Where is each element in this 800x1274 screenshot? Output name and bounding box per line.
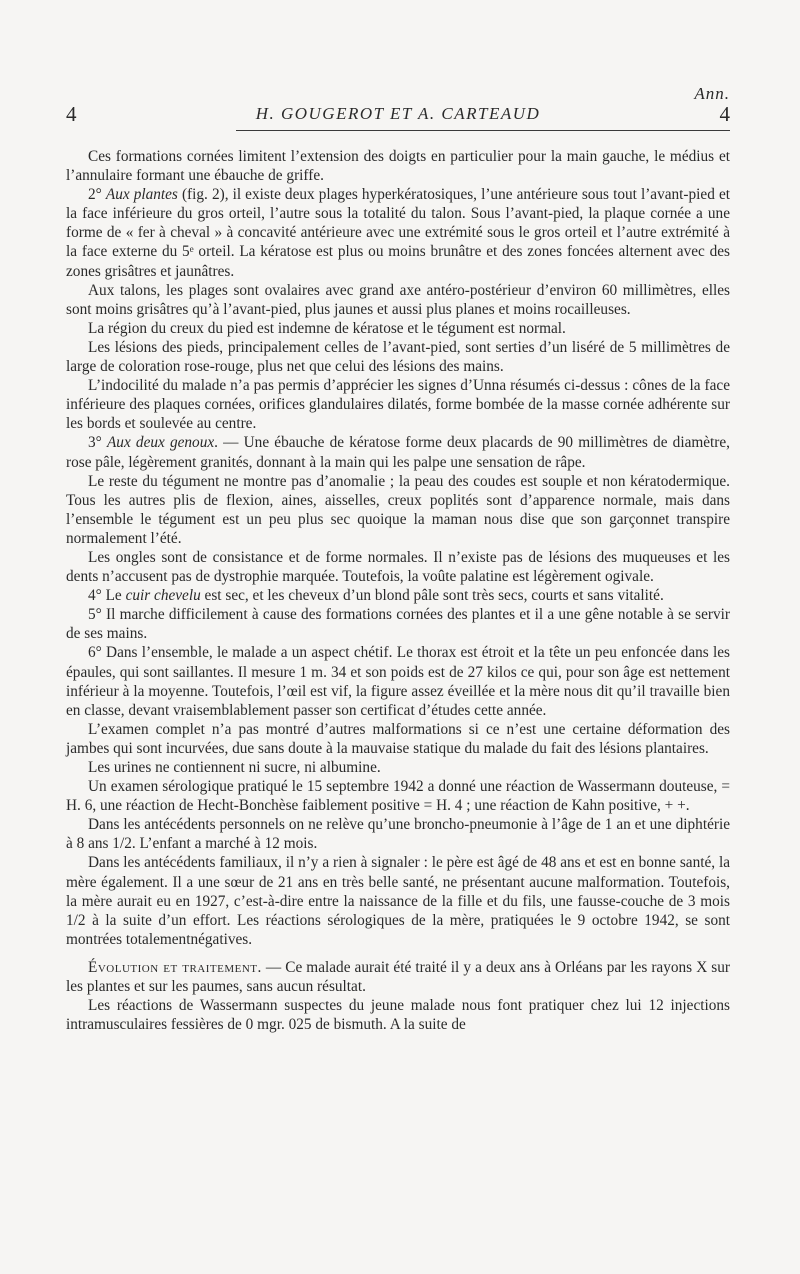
- paragraph-text: Dans les antécédents personnels on ne relève qu’une broncho-pneumonie à l’âge de 1 an et une diphtérie à 8 ans 1/2. L’enfant a marché à 12 mois.: [66, 816, 730, 853]
- paragraph-label: Aux plantes: [105, 186, 178, 204]
- paragraph-text: Aux talons, les plages sont ovalaires avec grand axe antéro-postérieur d’environ 60 millimètres, elles sont moins grisâtres qu’à l’avant-pied, plus jaunes et aussi plus planes et moins rocailleuses.: [66, 281, 730, 318]
- paragraph: [66, 376, 730, 433]
- paragraph: [66, 472, 730, 548]
- running-title: H. GOUGEROT ET A. CARTEAUD: [255, 104, 541, 123]
- handwritten-annotation: Ann.: [694, 84, 730, 103]
- header-rule: [236, 130, 730, 131]
- paragraph-text: Les lésions des pieds, principalement celles de l’avant-pied, sont serties d’un liséré de 5 millimètres de large de coloration rose-rouge, plus net que celui des lésions des mains.: [66, 338, 730, 376]
- paragraph-text: — Ce malade aurait été traité il y a deux ans à Orléans par les rayons X sur les plantes et sur les paumes, sans aucun résultat.: [66, 958, 730, 996]
- paragraph: [66, 815, 730, 853]
- paragraph-label: Aux deux genoux: [106, 434, 215, 452]
- paragraph-text: La région du creux du pied est indemne de kératose et le tégument est normal.: [88, 319, 566, 337]
- paragraph-text: Les réactions de Wassermann suspectes du jeune malade nous font pratiquer chez lui 12 injections intramusculaires fessières de 0 mgr. 025 de bismuth. A la suite de: [66, 997, 730, 1034]
- page-number-annotation: 4: [719, 102, 730, 126]
- paragraph-text: 6° Dans l’ensemble, le malade a un aspect chétif. Le thorax est étroit et la tête un peu enfoncée dans les épaules, qui sont saillantes. Il mesure 1 m. 34 et son poids est de 27 kilos ce qui, pour son âge est nettement inférieur à la moyenne. Toutefois, l’œil est vif, la figure assez éveillée et la mère nous dit qu’il travaille bien en classe, devant vraisemblablement passer son certificat d’études cette année.: [66, 644, 730, 719]
- paragraph: [66, 586, 730, 605]
- paragraph: [66, 853, 730, 948]
- paragraph-text: Le reste du tégument ne montre pas d’anomalie ; la peau des coudes est souple et non kératodermique. Tous les autres plis de flexion, aines, aisselles, creux poplités sont d’apparence normale, mais dans l’ensemble le tégument est un peu plus sec quoique la maman nous dise que son garçonnet transpire normalement l’été.: [66, 472, 730, 547]
- page-header: [66, 100, 730, 128]
- paragraph-lead: 3°: [88, 434, 107, 452]
- paragraph: [66, 319, 730, 338]
- paragraph: [66, 958, 730, 996]
- paragraph-text: Les ongles sont de consistance et de forme normales. Il n’existe pas de lésions des muqueuses et les dents n’accusent pas de dystrophie marquée. Toutefois, la voûte palatine est légèrement ogivale.: [66, 548, 730, 586]
- paragraph: [66, 185, 730, 280]
- paragraph: [66, 605, 730, 643]
- paragraph: [66, 548, 730, 586]
- paragraph-text: L’indocilité du malade n’a pas permis d’apprécier les signes d’Unna résumés ci-dessus : cônes de la face inférieure des plaques cornées, orifices glandulaires dilatés, forme bombée de la masse cornée adhérente sur les bords et soulevée au centre.: [66, 377, 730, 433]
- page-number: 4: [66, 102, 77, 126]
- paragraph-text: Un examen sérologique pratiqué le 15 septembre 1942 a donné une réaction de Wassermann douteuse, = H. 6, une réaction de Hecht-Bonchèse faiblement positive = H. 4 ; une réaction de Kahn positive, + +.: [66, 778, 730, 815]
- paragraph: [66, 758, 730, 777]
- paragraph: [66, 281, 730, 319]
- paragraph: [66, 147, 730, 185]
- paragraph: [66, 720, 730, 758]
- paragraph-label: cuir chevelu: [125, 587, 201, 605]
- paragraph: [66, 338, 730, 376]
- paragraph-text: (fig. 2), il existe deux plages hyperkératosiques, l’une antérieure sous tout l’avant-pied et la face inférieure du gros orteil, l’autre sous la totalité du talon. Sous l’avant-pied, la plaque cornée a une forme de « fer à cheval » à concavité antérieure avec une extrémité sous le gros orteil et l’autre extrémité à la face externe du 5ᵉ orteil. La kératose est plus ou moins brunâtre et des zones foncées alternent avec des zones grisâtres et jaunâtres.: [66, 186, 730, 280]
- body-text: [66, 147, 730, 1034]
- paragraph-lead: 4° Le: [88, 587, 126, 605]
- paragraph-text: est sec, et les cheveux d’un blond pâle sont très secs, courts et sans vitalité.: [200, 587, 664, 605]
- paragraph-text: . — Une ébauche de kératose forme deux placards de 90 millimètres de diamètre, rose pâle, légèrement granités, donnant à la main qui les palpe une sensation de râpe.: [66, 434, 731, 471]
- paragraph: [66, 643, 730, 719]
- paragraph-text: 5° Il marche difficilement à cause des formations cornées des plantes et il a une gêne notable à se servir de ses mains.: [66, 606, 730, 643]
- paragraph: [66, 777, 730, 815]
- paragraph: [66, 996, 730, 1034]
- paragraph-text: Dans les antécédents familiaux, il n’y a rien à signaler : le père est âgé de 48 ans et est en bonne santé, la mère également. Il a une sœur de 21 ans en très belle santé, ne présentant aucune malformation. Toutefois, la mère aurait eu en 1927, c’est-à-dire entre la naissance de la fille et du fils, une fausse-couche de 3 mois 1/2 à la suite d’un effort. Les réactions sérologiques de la mère, pratiquées le 9 octobre 1942, se sont montrées totalementnégatives.: [66, 854, 730, 948]
- section-heading: Évolution et traitement.: [88, 958, 262, 976]
- paragraph-text: Ces formations cornées limitent l’extension des doigts en particulier pour la main gauche, le médius et l’annulaire formant une ébauche de griffe.: [66, 148, 730, 185]
- paragraph: [66, 433, 730, 471]
- paragraph-text: L’examen complet n’a pas montré d’autres malformations si ce n’est une certaine déformation des jambes qui sont incurvées, due sans doute à la mauvaise statique du malade du fait des lésions plantaires.: [66, 720, 730, 757]
- paragraph-lead: 2°: [88, 186, 106, 204]
- paragraph-text: Les urines ne contiennent ni sucre, ni albumine.: [88, 759, 381, 776]
